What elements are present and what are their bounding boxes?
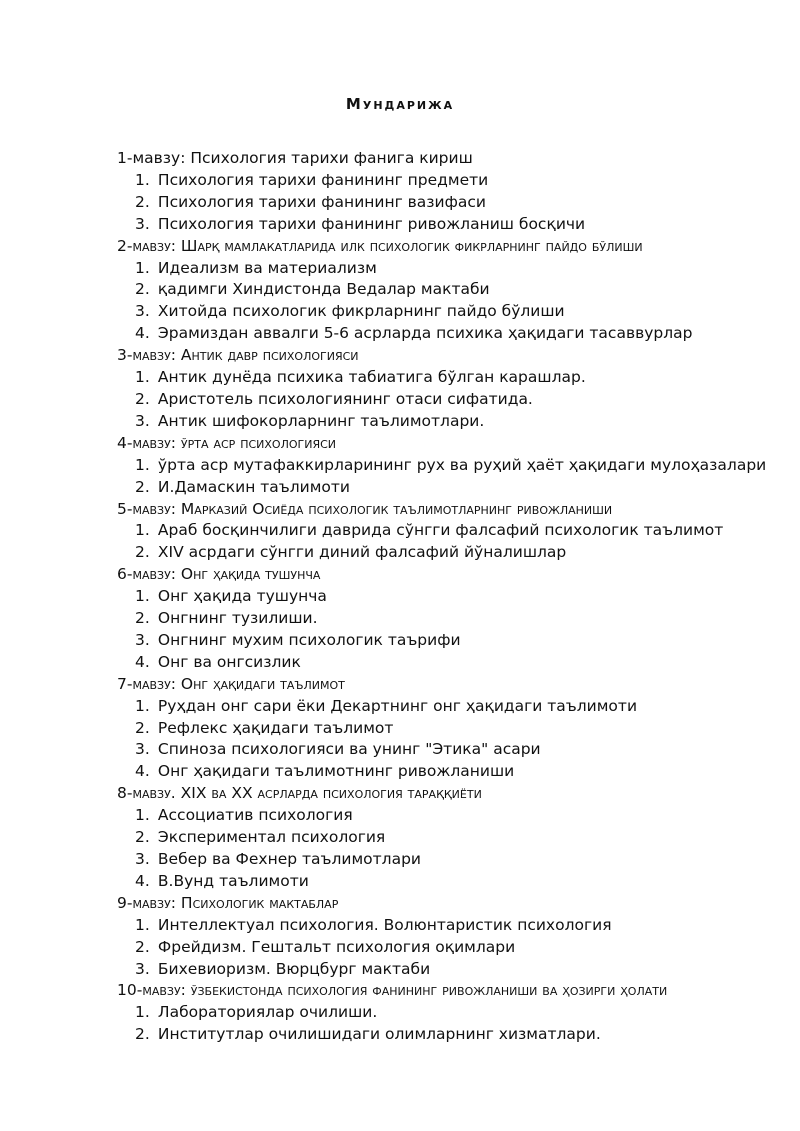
subtopic-text: Спиноза психологияси ва унинг "Этика" асари: [153, 740, 541, 759]
subtopic-list: [117, 258, 787, 346]
subtopic-item: [135, 827, 787, 849]
subtopic-item: [135, 258, 787, 280]
subtopic-item: [135, 849, 787, 871]
subtopic-item: [135, 323, 787, 345]
subtopic-item: [135, 1002, 787, 1024]
topic-title: мавзу: ўзбекистонда психология фанининг ривожланиши ва ҳозирги ҳолати: [142, 981, 668, 1000]
subtopic-text: Лабораториялар очилиши.: [153, 1003, 378, 1022]
subtopic-text: Онгнинг мухим психологик таърифи: [153, 630, 461, 649]
subtopic-item: [135, 586, 787, 608]
topic-heading: [117, 433, 787, 455]
subtopic-text: Институтлар очилишидаги олимларнинг хизматлари.: [153, 1025, 601, 1044]
subtopic-text: И.Дамаскин таълимоти: [153, 477, 351, 496]
subtopic-number: 2.: [135, 192, 150, 211]
subtopic-text: Вебер ва Фехнер таълимотлари: [153, 850, 421, 868]
subtopic-item: [135, 959, 787, 981]
subtopic-text: Фрейдизм. Гештальт психология оқимлари: [153, 937, 516, 956]
topic-number: 5-: [117, 499, 133, 518]
subtopic-item: [135, 608, 787, 630]
table-of-contents: [117, 148, 787, 1046]
subtopic-text: Интеллектуал психология. Волюнтаристик психология: [153, 915, 612, 934]
subtopic-text: Араб босқинчилиги даврида сўнгги фалсафий психологик таълимот: [153, 521, 724, 540]
subtopic-number: 2.: [135, 828, 150, 847]
subtopic-number: 2.: [135, 937, 150, 956]
topic-number: 8-: [117, 784, 133, 803]
topic-number: 10-: [117, 981, 143, 1000]
subtopic-text: Идеализм ва материализм: [153, 258, 377, 277]
topic-heading: [117, 345, 787, 367]
subtopic-number: 2.: [135, 718, 150, 737]
subtopic-text: Психология тарихи фанининг предмети: [153, 170, 489, 189]
subtopic-list: [117, 1002, 787, 1046]
subtopic-text: Психология тарихи фанининг вазифаси: [153, 192, 486, 211]
topic-heading: [117, 783, 787, 805]
topic-title: мавзу: ўрта аср психологияси: [132, 433, 337, 452]
subtopic-item: [135, 915, 787, 937]
subtopic-number: 2.: [135, 1025, 150, 1044]
subtopic-item: [135, 630, 787, 652]
subtopic-number: 4.: [135, 652, 150, 671]
subtopic-number: 1.: [135, 455, 150, 474]
topic-heading: [117, 893, 787, 915]
subtopic-item: [135, 871, 787, 893]
topic-heading: [117, 674, 787, 696]
subtopic-text: Экспериментал психология: [153, 828, 386, 847]
subtopic-item: [135, 739, 787, 761]
subtopic-number: 1.: [135, 915, 150, 934]
subtopic-text: Ассоциатив психология: [153, 806, 353, 825]
subtopic-number: 1.: [135, 696, 150, 715]
subtopic-item: [135, 279, 787, 301]
subtopic-item: [135, 761, 787, 783]
subtopic-text: Онг ҳақида тушунча: [153, 587, 327, 606]
subtopic-text: Онг ва онгсизлик: [153, 652, 301, 671]
subtopic-text: Онг ҳақидаги таълимотнинг ривожланиши: [153, 762, 515, 781]
topic-title: мавзу: Марказий Осиёда психологик таълимотларнинг ривожланиши: [132, 499, 613, 518]
subtopic-number: 3.: [135, 214, 150, 233]
topic-title: мавзу: Онг ҳақидаги таълимот: [132, 674, 345, 693]
page-title: Мундарижа: [345, 95, 455, 113]
subtopic-item: [135, 301, 787, 323]
subtopic-number: 1.: [135, 368, 150, 387]
topic-heading: [117, 236, 787, 258]
topic-number: 4-: [117, 433, 133, 452]
subtopic-number: 3.: [135, 630, 150, 649]
subtopic-list: [117, 805, 787, 893]
subtopic-list: [117, 520, 787, 564]
subtopic-text: В.Вунд таълимоти: [153, 871, 309, 890]
subtopic-text: Онгнинг тузилиши.: [153, 609, 318, 628]
topic-number: 2-: [117, 236, 133, 255]
subtopic-number: 3.: [135, 740, 150, 759]
subtopic-item: [135, 214, 787, 236]
subtopic-number: 4.: [135, 324, 150, 343]
subtopic-number: 3.: [135, 302, 150, 321]
subtopic-number: 2.: [135, 543, 150, 562]
subtopic-text: Рефлекс ҳақидаги таълимот: [153, 718, 394, 737]
subtopic-item: [135, 696, 787, 718]
subtopic-number: 2.: [135, 280, 150, 299]
topic-title: мавзу: Онг ҳақида тушунча: [132, 565, 321, 584]
subtopic-text: Хитойда психологик фикрларнинг пайдо бўлиши: [153, 302, 565, 321]
topic-heading: [117, 499, 787, 521]
subtopic-text: Психология тарихи фанининг ривожланиш босқичи: [153, 214, 586, 233]
subtopic-item: [135, 367, 787, 389]
subtopic-item: [135, 937, 787, 959]
subtopic-item: [135, 170, 787, 192]
subtopic-text: Эрамиздан аввалги 5-6 асрларда психика ҳақидаги тасаввурлар: [153, 324, 693, 343]
subtopic-number: 3.: [135, 850, 150, 868]
subtopic-list: [117, 915, 787, 981]
subtopic-text: ўрта аср мутафаккирларининг рух ва руҳий ҳаёт ҳақидаги мулоҳазалари: [153, 455, 767, 474]
subtopic-number: 1.: [135, 587, 150, 606]
topic-title: мавзу: Психологик мактаблар: [132, 893, 339, 912]
subtopic-number: 1.: [135, 258, 150, 277]
subtopic-number: 3.: [135, 959, 150, 978]
subtopic-item: [135, 455, 787, 477]
subtopic-number: 2.: [135, 609, 150, 628]
subtopic-text: Бихевиоризм. Вюрцбург мактаби: [153, 959, 431, 978]
subtopic-number: 2.: [135, 477, 150, 496]
subtopic-item: [135, 1024, 787, 1046]
topic-number: 9-: [117, 893, 133, 912]
subtopic-number: 2.: [135, 389, 150, 408]
subtopic-text: XIV асрдаги сўнгги диний фалсафий йўналишлар: [153, 543, 567, 562]
subtopic-item: [135, 520, 787, 542]
topic-heading: 1-мавзу: Психология тарихи фанига кириш: [117, 149, 473, 167]
subtopic-number: 1.: [135, 521, 150, 540]
topic-heading: [117, 980, 787, 1002]
subtopic-item: [135, 389, 787, 411]
subtopic-text: Антик шифокорларнинг таълимотлари.: [153, 411, 485, 430]
topic-heading: [117, 564, 787, 586]
subtopic-list: [117, 696, 787, 784]
subtopic-number: 4.: [135, 871, 150, 890]
subtopic-number: 1.: [135, 806, 150, 825]
subtopic-text: қадимги Хиндистонда Ведалар мактаби: [153, 280, 490, 299]
subtopic-item: [135, 542, 787, 564]
subtopic-item: [135, 718, 787, 740]
topic-title: мавзу: Антик давр психологияси: [132, 346, 359, 365]
topic-number: 3-: [117, 346, 133, 365]
subtopic-item: [135, 477, 787, 499]
subtopic-item: [135, 805, 787, 827]
subtopic-number: 3.: [135, 411, 150, 430]
subtopic-list: [117, 586, 787, 674]
subtopic-list: [117, 455, 787, 499]
topic-number: 7-: [117, 674, 133, 693]
subtopic-number: 4.: [135, 762, 150, 781]
subtopic-item: [135, 652, 787, 674]
subtopic-text: Антик дунёда психика табиатига бўлган карашлар.: [153, 368, 586, 387]
subtopic-list: [117, 170, 787, 236]
subtopic-number: 1.: [135, 170, 150, 189]
subtopic-text: Аристотель психологиянинг отаси сифатида.: [153, 389, 533, 408]
topic-title: мавзу. XIX ва XX асрларда психология тараққиёти: [132, 784, 482, 803]
subtopic-text: Руҳдан онг сари ёки Декартнинг онг ҳақидаги таълимоти: [153, 696, 638, 715]
subtopic-number: 1.: [135, 1003, 150, 1022]
topic-number: 6-: [117, 565, 133, 584]
subtopic-list: [117, 367, 787, 433]
topic-title: мавзу: Шарқ мамлакатларида илк психологик фикрларнинг пайдо бўлиши: [132, 236, 643, 255]
subtopic-item: [135, 192, 787, 214]
subtopic-item: [135, 411, 787, 433]
